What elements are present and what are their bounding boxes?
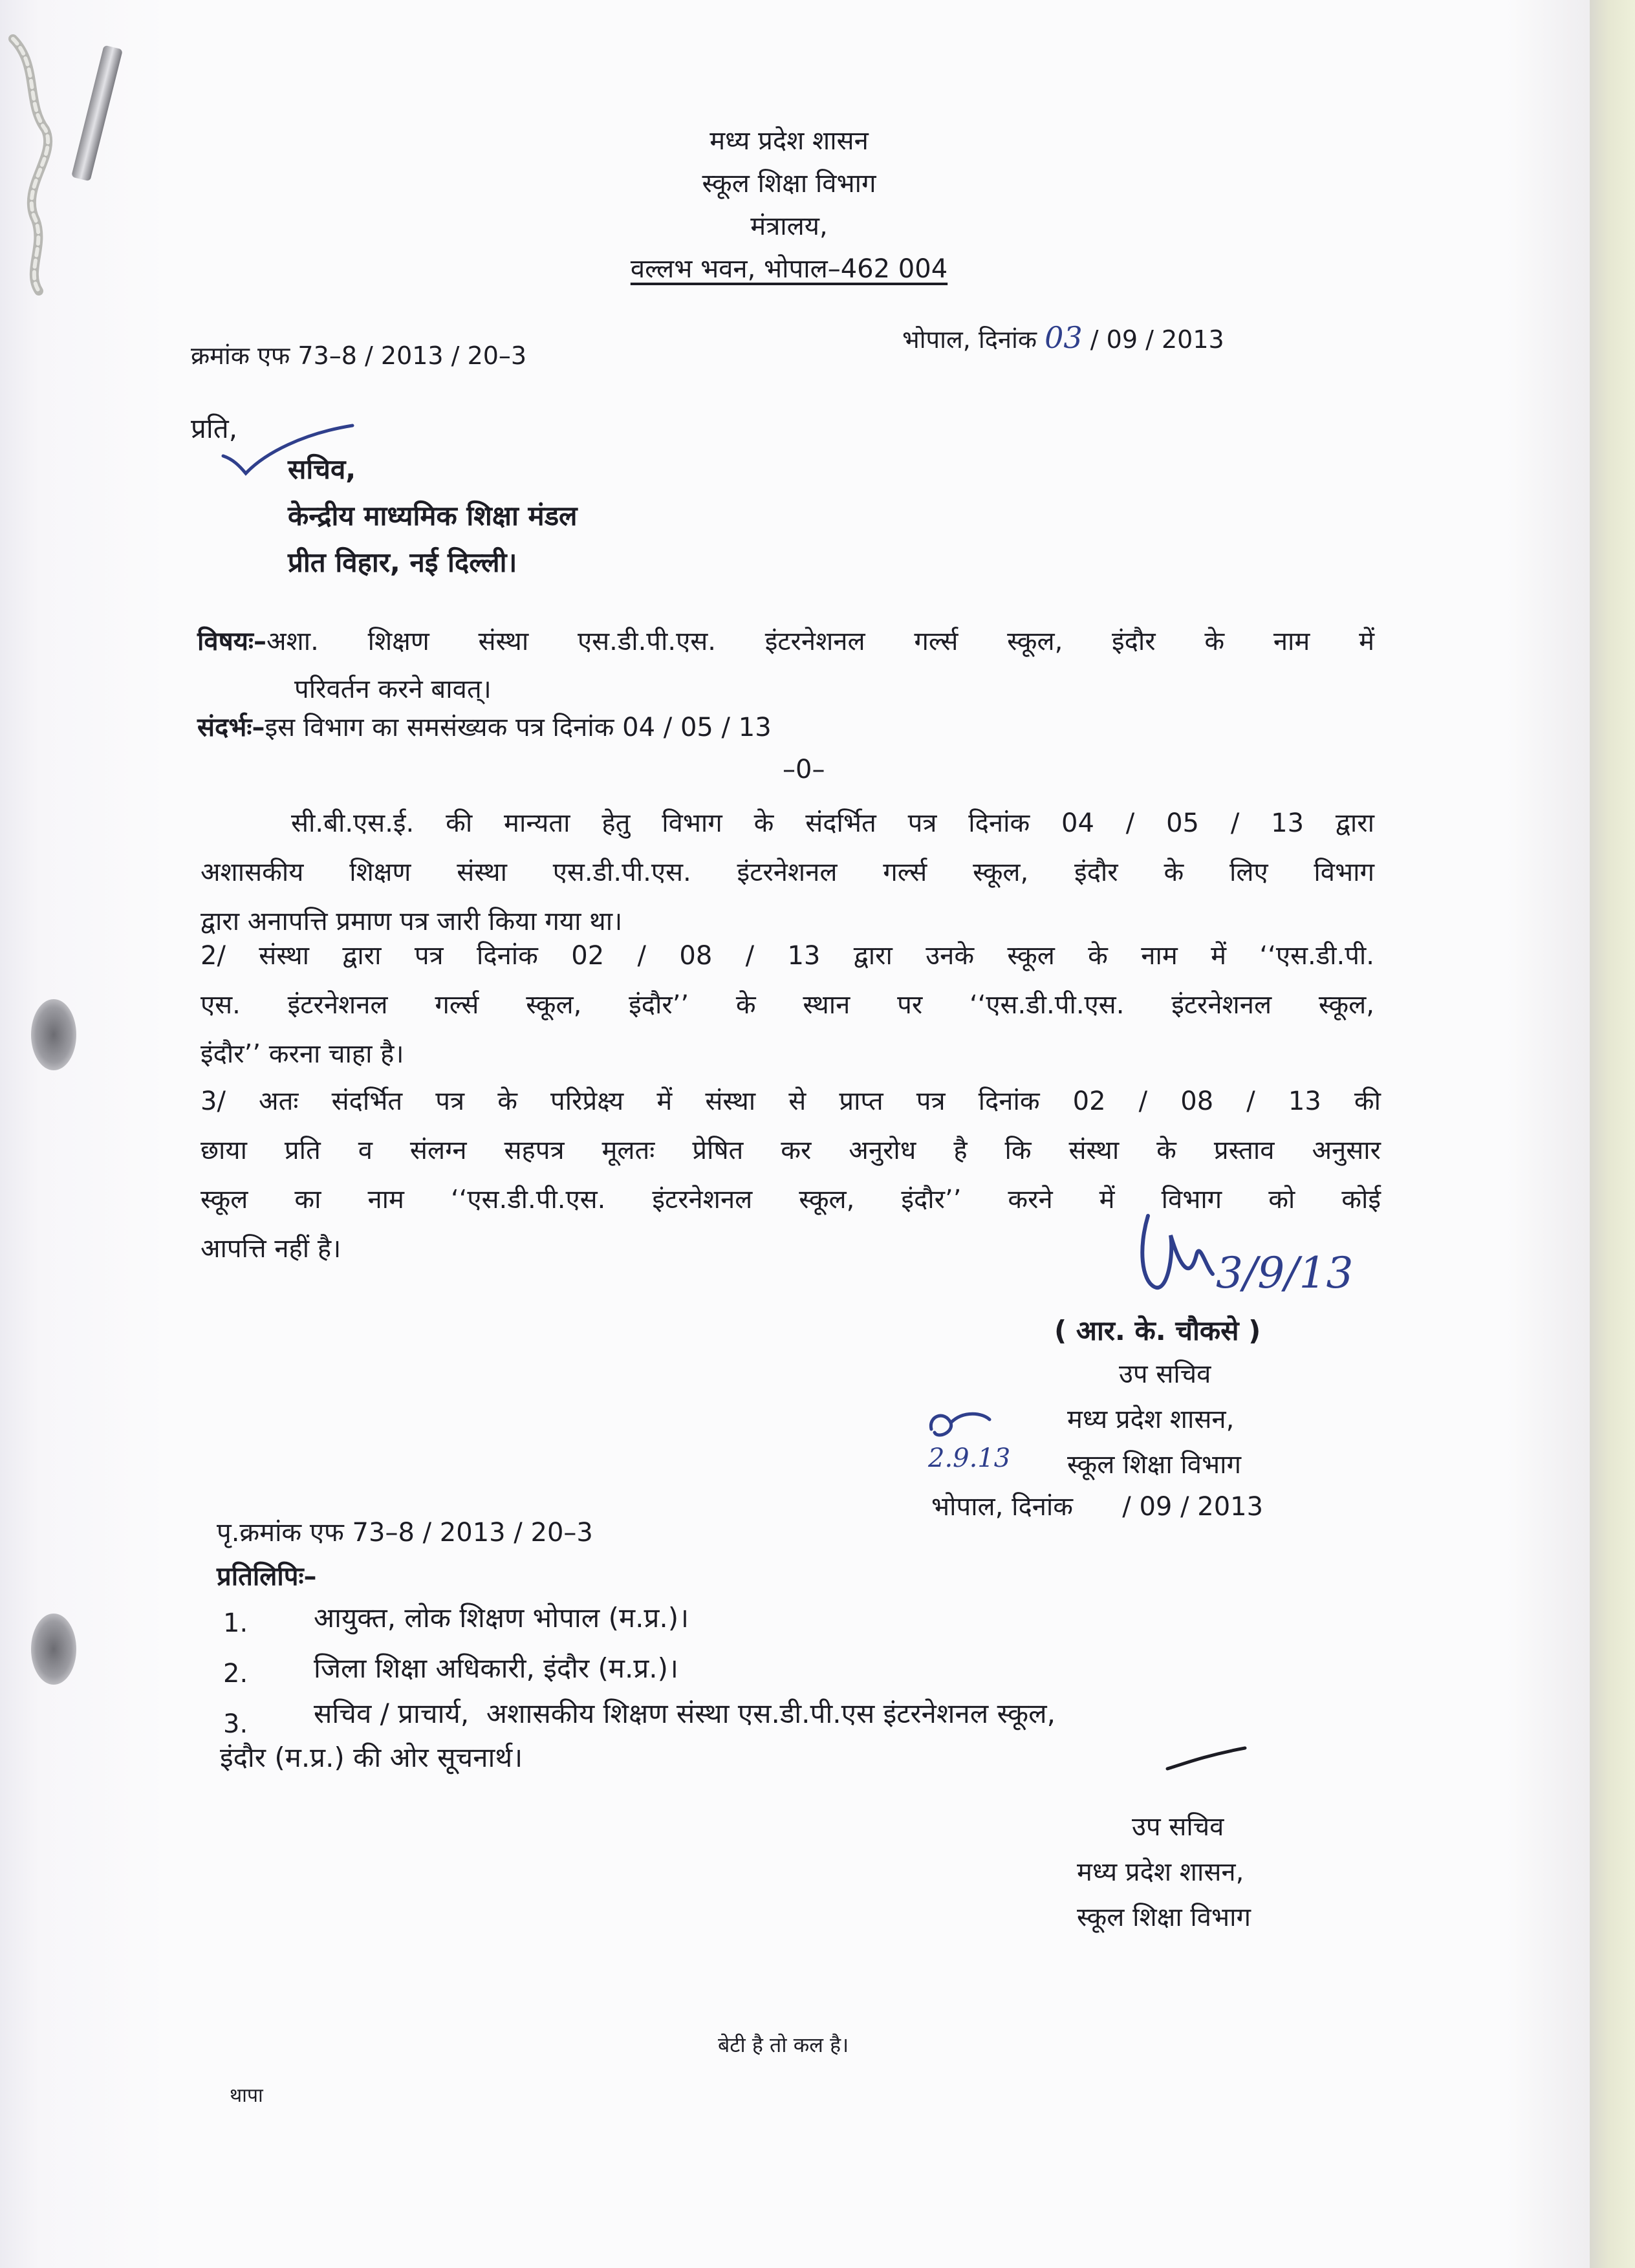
letterhead-ministry: मंत्रालय, [750, 211, 828, 241]
signature-handwritten-date: 3/9/13 [1216, 1248, 1354, 1298]
body-paragraph-2 [200, 931, 1374, 1079]
reference-text: इस विभाग का समसंख्यक पत्र दिनांक 04 / 05 / 13 [265, 713, 772, 742]
letterhead-address: वल्लभ भवन, भोपाल–462 004 [630, 254, 948, 284]
paper-edge-strip [1590, 0, 1635, 2268]
signatory-department: स्कूल शिक्षा विभाग [1067, 1450, 1242, 1480]
copy-reference-number: पृ.क्रमांक एफ 73–8 / 2013 / 20–3 [217, 1518, 593, 1548]
signatory-government: मध्य प्रदेश शासन, [1067, 1405, 1235, 1434]
copy-signatory-government: मध्य प्रदेश शासन, [1077, 1857, 1244, 1887]
copy-item-3-number: 3. [223, 1709, 248, 1739]
prati-label: प्रति, [191, 413, 238, 444]
reference-label: संदर्भः– [197, 713, 265, 742]
typist-name: थापा [230, 2084, 263, 2107]
footer-slogan: बेटी है तो कल है। [718, 2033, 849, 2057]
subject-text-1: अशा. शिक्षण संस्था एस.डी.पी.एस. इंटरनेशनल गर्ल्स स्कूल, इंदौर के नाम में [266, 627, 1374, 656]
copy-item-1: आयुक्त, लोक शिक्षण भोपाल (म.प्र.)। [314, 1602, 689, 1634]
initials-handwritten-date: 2.9.13 [928, 1443, 1011, 1473]
para2-line1: 2/ संस्था द्वारा पत्र दिनांक 02 / 08 / 13 द्वारा उनके स्कूल के नाम में ‘‘एस.डी.पी. [200, 941, 1374, 971]
date-prefix: भोपाल, दिनांक [902, 325, 1037, 354]
para3-line3: स्कूल का नाम ‘‘एस.डी.पी.एस. इंटरनेशनल स्कूल, इंदौर’’ करने में विभाग को कोई [200, 1185, 1381, 1215]
body-paragraph-1 [200, 799, 1374, 946]
punch-hole [31, 1614, 76, 1685]
para1-line3: द्वारा अनापत्ति प्रमाण पत्र जारी किया गया था। [200, 907, 623, 936]
section-separator: –0– [783, 755, 825, 784]
para1-line1: सी.बी.एस.ई. की मान्यता हेतु विभाग के संदर्भित पत्र दिनांक 04 / 05 / 13 द्वारा [291, 808, 1374, 838]
letterhead [504, 120, 1074, 290]
copy-item-1-number: 1. [223, 1608, 248, 1638]
para1-line2: अशासकीय शिक्षण संस्था एस.डी.पी.एस. इंटरनेशनल गर्ल्स स्कूल, इंदौर के लिए विभाग [200, 858, 1374, 887]
para3-line1: 3/ अतः संदर्भित पत्र के परिप्रेक्ष्य में संस्था से प्राप्त पत्र दिनांक 02 / 08 / 13 की [200, 1086, 1381, 1116]
para2-line3: इंदौर’’ करना चाहा है। [200, 1039, 404, 1069]
subject-text-2: परिवर्तन करने बावत्। [294, 675, 492, 704]
subject-label: विषयः– [197, 627, 266, 656]
letter-date [902, 318, 1224, 359]
letterhead-government: मध्य प्रदेश शासन [709, 126, 869, 156]
reference-number: क्रमांक एफ 73–8 / 2013 / 20–3 [191, 341, 527, 370]
signature-scribble-icon [1135, 1209, 1219, 1300]
copy-item-3: सचिव / प्राचार्य, अशासकीय शिक्षण संस्था एस.डी.पी.एस इंटरनेशनल स्कूल, [314, 1698, 1056, 1729]
addressee-organisation: केन्द्रीय माध्यमिक शिक्षा मंडल [288, 500, 578, 532]
para2-line2: एस. इंटरनेशनल गर्ल्स स्कूल, इंदौर’’ के स्थान पर ‘‘एस.डी.पी.एस. इंटरनेशनल स्कूल, [200, 990, 1374, 1020]
reference-line [197, 708, 772, 747]
subject-line [197, 618, 1374, 665]
addressee-designation: सचिव, [288, 453, 356, 485]
tick-scribble-icon [1164, 1743, 1248, 1775]
addressee-address: प्रीत विहार, नई दिल्ली। [288, 546, 517, 578]
para3-line4: आपत्ति नहीं है। [200, 1234, 341, 1264]
letterhead-department: स्कूल शिक्षा विभाग [702, 169, 876, 199]
initials-scribble-icon [925, 1403, 996, 1449]
subject-block [197, 618, 1374, 713]
signature-date-line: भोपाल, दिनांक / 09 / 2013 [931, 1492, 1264, 1522]
copy-label: प्रतिलिपिः– [217, 1562, 317, 1592]
punch-hole [31, 999, 76, 1070]
signatory-designation: उप सचिव [1119, 1359, 1211, 1389]
copy-item-2: जिला शिक्षा अधिकारी, इंदौर (म.प्र.)। [314, 1652, 678, 1684]
copy-signatory-designation: उप सचिव [1132, 1812, 1224, 1842]
signatory-name: ( आर. के. चौकसे ) [1054, 1315, 1261, 1346]
date-suffix: / 09 / 2013 [1090, 325, 1224, 354]
copy-item-3-continuation: इंदौर (म.प्र.) की ओर सूचनार्थ। [220, 1742, 523, 1773]
copy-signatory-department: स्कूल शिक्षा विभाग [1077, 1903, 1251, 1932]
date-handwritten: 03 [1045, 320, 1083, 355]
copy-item-2-number: 2. [223, 1659, 248, 1689]
addressee-block [288, 446, 578, 586]
para3-line2: छाया प्रति व संलग्न सहपत्र मूलतः प्रेषित कर अनुरोध है कि संस्था के प्रस्ताव अनुसार [200, 1136, 1381, 1165]
